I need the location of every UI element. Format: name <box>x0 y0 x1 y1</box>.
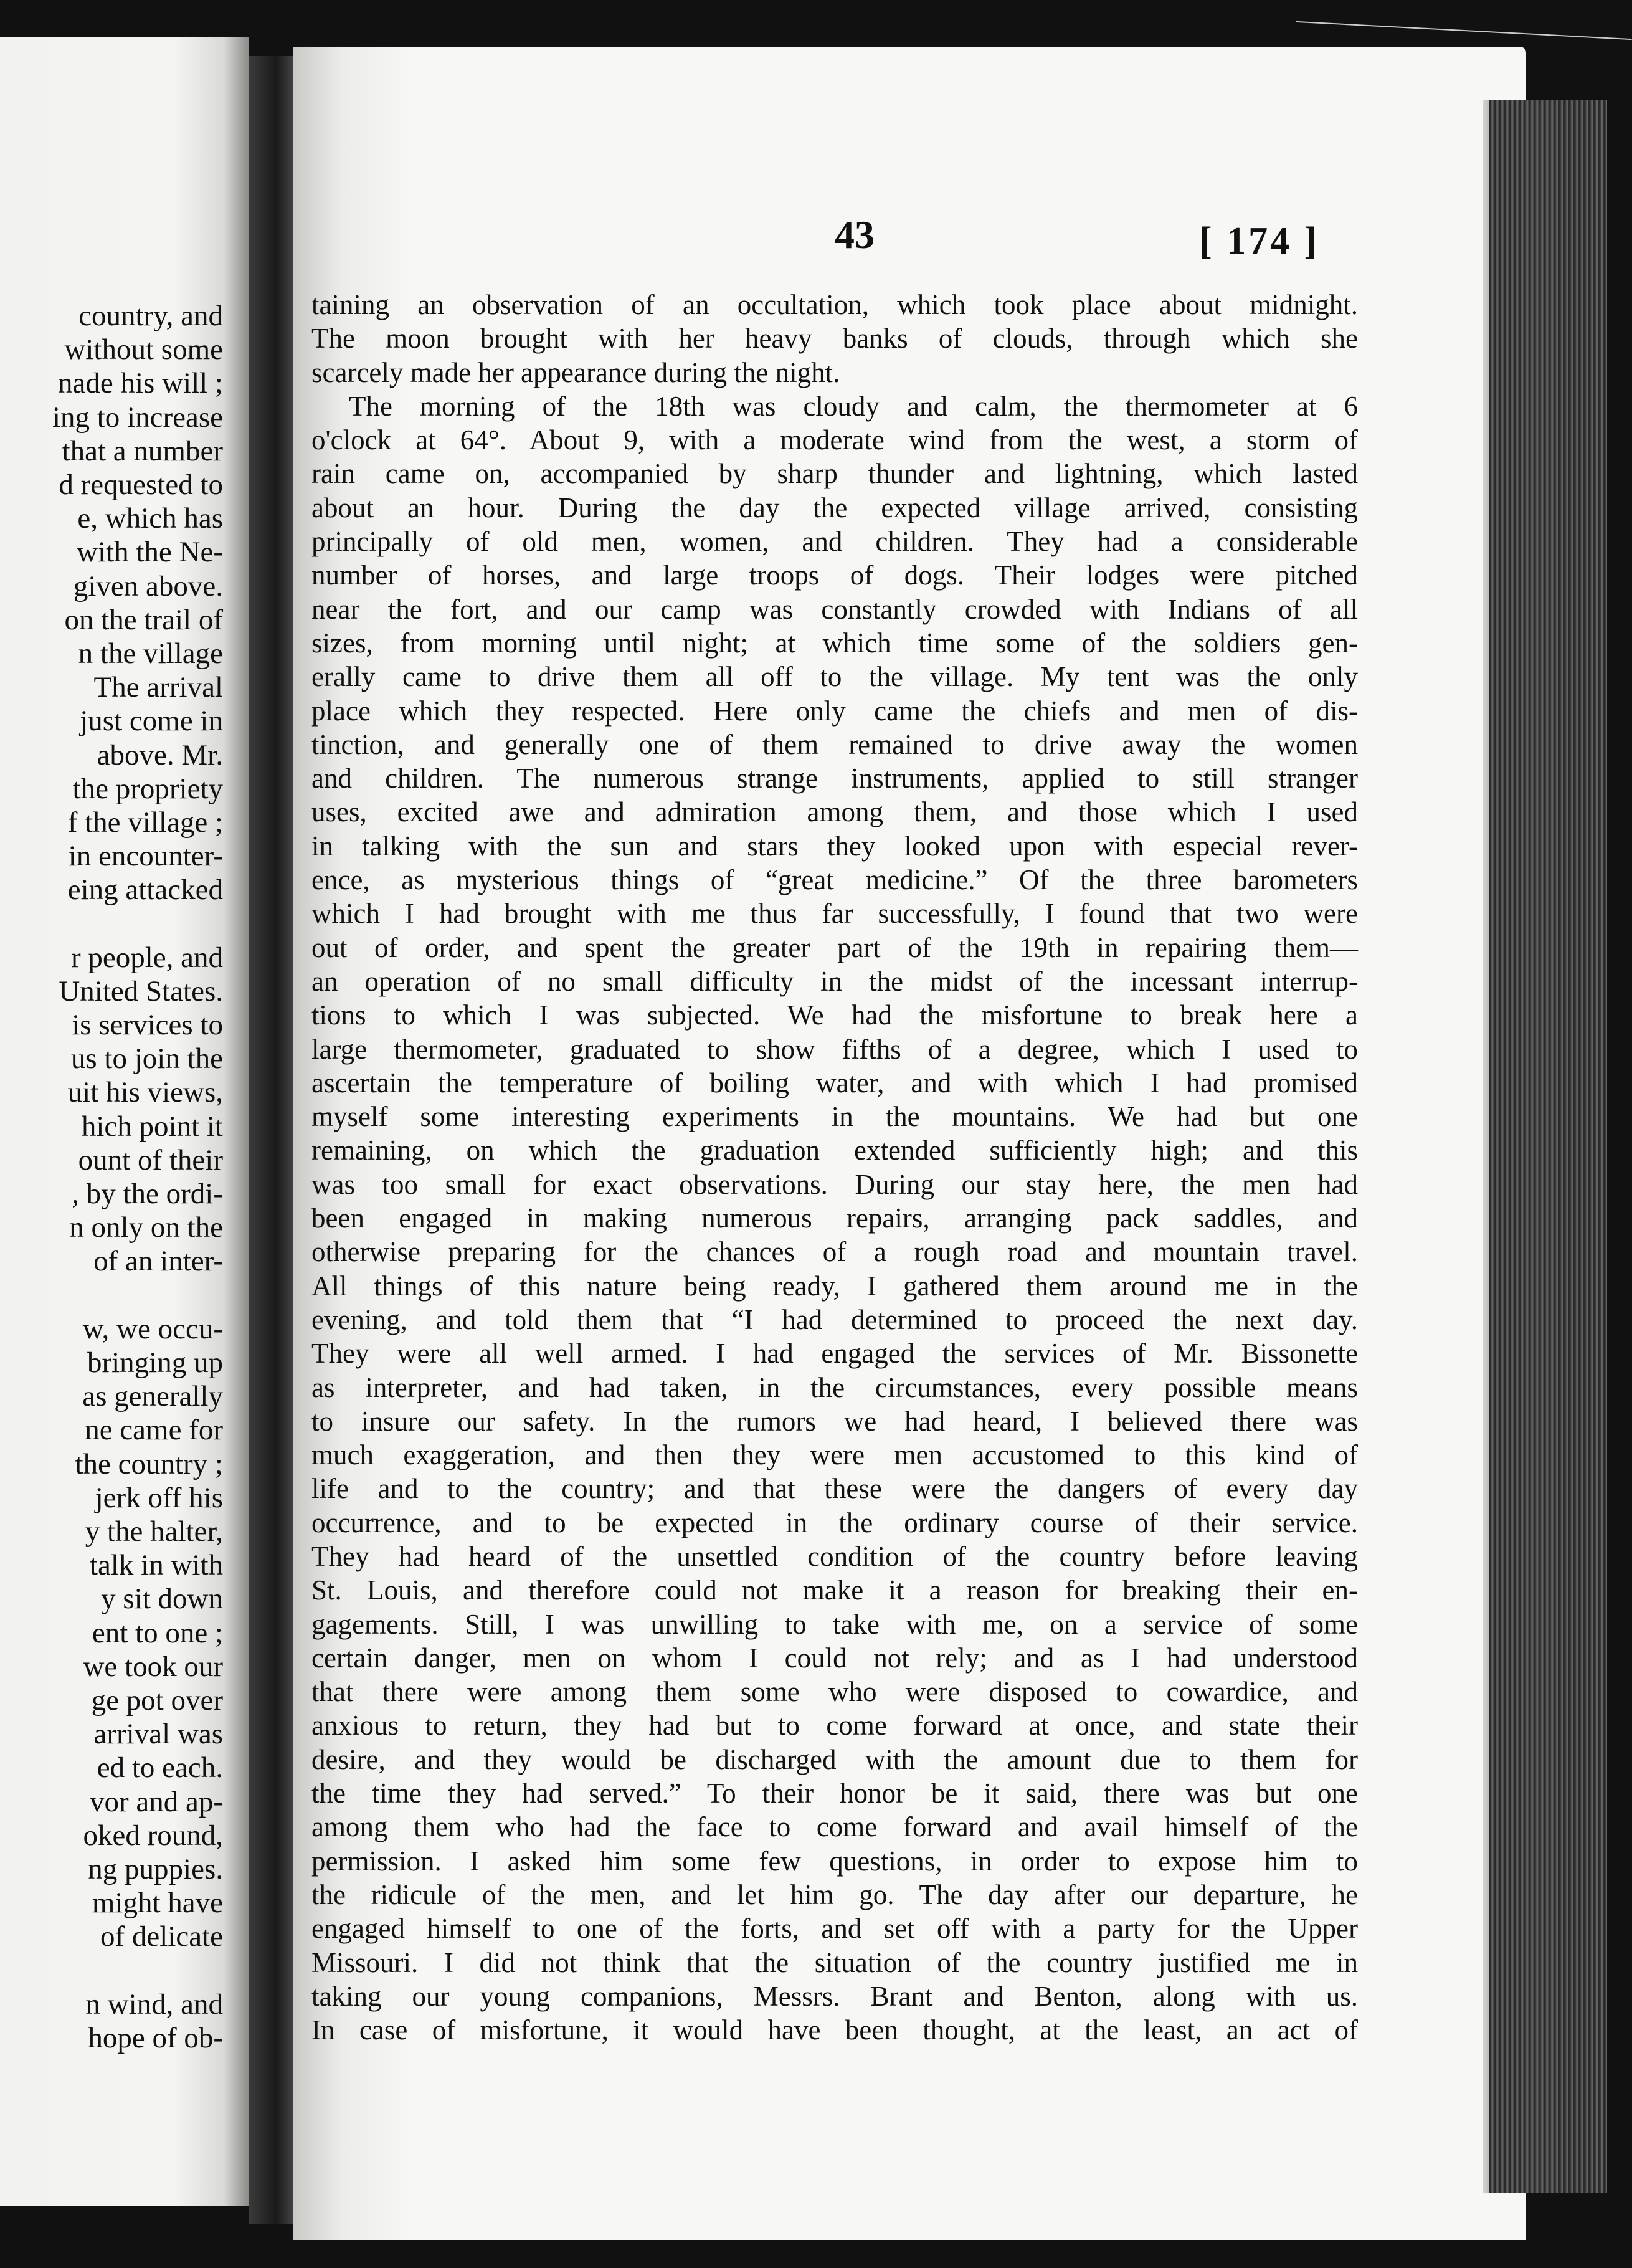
left-page-line: with the Ne- <box>77 536 223 569</box>
body-line: rain came on, accompanied by sharp thunder and lightning, which lasted <box>311 458 1358 490</box>
left-page-line: f the village ; <box>67 806 223 839</box>
left-page-line: ng puppies. <box>88 1852 223 1885</box>
left-page-line: country, and <box>78 300 223 332</box>
left-page-line: is services to <box>72 1009 223 1042</box>
body-line: The moon brought with her heavy banks of clouds, through which she <box>311 323 1358 355</box>
left-page-line: we took our <box>83 1650 223 1683</box>
body-line: otherwise preparing for the chances of a rough road and mountain travel. <box>311 1236 1358 1268</box>
body-line: remaining, on which the graduation extended sufficiently high; and this <box>311 1135 1358 1166</box>
body-line: evening, and told them that “I had determined to proceed the next day. <box>311 1303 1358 1335</box>
left-page-line: of an inter- <box>93 1245 223 1278</box>
left-page-line <box>52 1279 223 1312</box>
body-line: erally came to drive them all off to the village. My tent was the only <box>311 661 1358 693</box>
body-line: place which they respected. Here only came the chiefs and men of dis- <box>311 695 1358 727</box>
body-line: to insure our safety. In the rumors we had heard, I believed there was <box>311 1405 1358 1437</box>
left-page-line: as generally <box>82 1380 223 1413</box>
body-line: principally of old men, women, and children. They had a considerable <box>311 526 1358 558</box>
body-line: near the fort, and our camp was constantly crowded with Indians of all <box>311 593 1358 625</box>
left-page-line: bringing up <box>87 1346 223 1379</box>
body-line: In case of misfortune, it would have been thought, at the least, an act of <box>311 2014 1358 2046</box>
left-page-line: n only on the <box>69 1211 223 1244</box>
left-page-line: ne came for <box>85 1414 223 1447</box>
body-line: ascertain the temperature of boiling water, and with which I had promised <box>311 1067 1358 1098</box>
body-line: Missouri. I did not think that the situation of the country justified me in <box>311 1946 1358 1978</box>
left-page-line: without some <box>64 333 223 366</box>
left-page-line: d requested to <box>59 469 223 502</box>
body-line: number of horses, and large troops of dogs. Their lodges were pitched <box>311 560 1358 591</box>
body-line: that there were among them some who were disposed to cowardice, and <box>311 1676 1358 1708</box>
bracket-page-number: [ 174 ] <box>1199 220 1320 262</box>
left-page-line: the country ; <box>75 1447 223 1480</box>
body-line: anxious to return, they had but to come forward at once, and state their <box>311 1710 1358 1742</box>
left-page-line: that a number <box>62 434 223 467</box>
body-line: large thermometer, graduated to show fifths of a degree, which I used to <box>311 1033 1358 1065</box>
body-line: the ridicule of the men, and let him go. The day after our departure, he <box>311 1879 1358 1910</box>
body-line: engaged himself to one of the forts, and set off with a party for the Upper <box>311 1913 1358 1945</box>
body-line: in talking with the sun and stars they looked upon with especial rever- <box>311 830 1358 862</box>
left-page-line: on the trail of <box>64 603 223 636</box>
body-line: o'clock at 64°. About 9, with a moderate wind from the west, a storm of <box>311 424 1358 456</box>
left-page-line: arrival was <box>93 1718 223 1751</box>
body-line: life and to the country; and that these were the dangers of every day <box>311 1473 1358 1505</box>
body-line: myself some interesting experiments in the mountains. We had but one <box>311 1101 1358 1133</box>
left-page-line: us to join the <box>70 1042 223 1075</box>
left-page-line: , by the ordi- <box>72 1178 223 1211</box>
body-line: among them who had the face to come forward and avail himself of the <box>311 1811 1358 1843</box>
body-line: ence, as mysterious things of “great medicine.” Of the three barometers <box>311 864 1358 896</box>
left-page-line: vor and ap- <box>89 1785 223 1818</box>
left-page-line: talk in with <box>89 1549 223 1582</box>
left-page-line: ent to one ; <box>92 1616 223 1649</box>
left-page-line: e, which has <box>77 502 223 535</box>
left-page-line: ing to increase <box>52 401 223 434</box>
left-page-line: of delicate <box>100 1920 223 1953</box>
body-line: and children. The numerous strange instruments, applied to still stranger <box>311 763 1358 794</box>
body-line: St. Louis, and therefore could not make it a reason for breaking their en- <box>311 1575 1358 1606</box>
body-line: taining an observation of an occultation, which took place about midnight. <box>311 289 1358 320</box>
left-page-line: The arrival <box>93 671 223 704</box>
left-page-line: hope of ob- <box>88 2021 223 2054</box>
body-line: much exaggeration, and then they were men accustomed to this kind of <box>311 1439 1358 1471</box>
body-line: taking our young companions, Messrs. Brant and Benton, along with us. <box>311 1980 1358 2012</box>
left-page-line: just come in <box>80 705 223 738</box>
body-line: which I had brought with me thus far successfully, I found that two were <box>311 898 1358 930</box>
left-page-text <box>52 299 223 2055</box>
left-page-line: y sit down <box>101 1583 223 1616</box>
body-line: scarcely made her appearance during the night. <box>311 356 840 388</box>
body-line: sizes, from morning until night; at which time some of the soldiers gen- <box>311 627 1358 659</box>
left-page-line: uit his views, <box>67 1076 223 1109</box>
left-page-line: above. Mr. <box>97 738 223 771</box>
left-page-line: hich point it <box>81 1110 223 1143</box>
body-line: They had heard of the unsettled condition of the country before leaving <box>311 1540 1358 1572</box>
body-line: was too small for exact observations. During our stay here, the men had <box>311 1168 1358 1200</box>
left-page-line: given above. <box>73 569 223 603</box>
left-page-line: eing attacked <box>67 874 223 907</box>
body-text <box>311 288 1358 2047</box>
left-page-line: the propriety <box>72 772 223 805</box>
left-page-line: nade his will ; <box>58 367 223 400</box>
left-page-line: r people, and <box>70 941 223 974</box>
body-line: They were all well armed. I had engaged the services of Mr. Bissonette <box>311 1338 1358 1370</box>
left-page-line: ount of their <box>78 1143 223 1176</box>
left-page-line: w, we occu- <box>82 1312 223 1345</box>
left-page-line: n the village <box>78 637 223 670</box>
body-line: permission. I asked him some few questions, in order to expose him to <box>311 1845 1358 1877</box>
body-line: been engaged in making numerous repairs, arranging pack saddles, and <box>311 1203 1358 1234</box>
body-line: the time they had served.” To their honor be it said, there was but one <box>311 1778 1358 1809</box>
body-line: desire, and they would be discharged with the amount due to them for <box>311 1743 1358 1775</box>
left-page-line <box>52 1954 223 1988</box>
left-page-line: jerk off his <box>95 1481 223 1514</box>
left-page-line: n wind, and <box>85 1988 223 2021</box>
body-line: tions to which I was subjected. We had the misfortune to break here a <box>311 999 1358 1031</box>
left-page-line: ge pot over <box>91 1684 223 1717</box>
body-line: out of order, and spent the greater part of the 19th in repairing them— <box>311 932 1358 963</box>
body-line: gagements. Still, I was unwilling to take with me, on a service of some <box>311 1608 1358 1640</box>
body-line: tinction, and generally one of them remained to drive away the women <box>311 728 1358 760</box>
body-line: The morning of the 18th was cloudy and calm, the thermometer at 6 <box>349 390 1358 422</box>
body-line: All things of this nature being ready, I gathered them around me in the <box>311 1270 1358 1302</box>
left-page-line: might have <box>92 1887 223 1920</box>
left-page-line: United States. <box>59 974 223 1008</box>
body-line: uses, excited awe and admiration among them, and those which I used <box>311 796 1358 828</box>
left-page-line: in encounter- <box>68 840 223 873</box>
page-edges <box>1489 100 1607 2193</box>
page-number: 43 <box>835 212 875 257</box>
left-page-line: oked round, <box>83 1819 223 1852</box>
left-page-line: ed to each. <box>97 1751 223 1784</box>
body-line: an operation of no small difficulty in the midst of the incessant interrup- <box>311 965 1358 997</box>
left-page-line: y the halter, <box>85 1515 223 1548</box>
left-facing-page <box>0 37 249 2206</box>
left-page-line <box>52 907 223 941</box>
body-line: certain danger, men on whom I could not rely; and as I had understood <box>311 1642 1358 1674</box>
body-line: about an hour. During the day the expected village arrived, consisting <box>311 492 1358 523</box>
body-line: occurrence, and to be expected in the ordinary course of their service. <box>311 1507 1358 1538</box>
body-line: as interpreter, and had taken, in the circumstances, every possible means <box>311 1371 1358 1403</box>
